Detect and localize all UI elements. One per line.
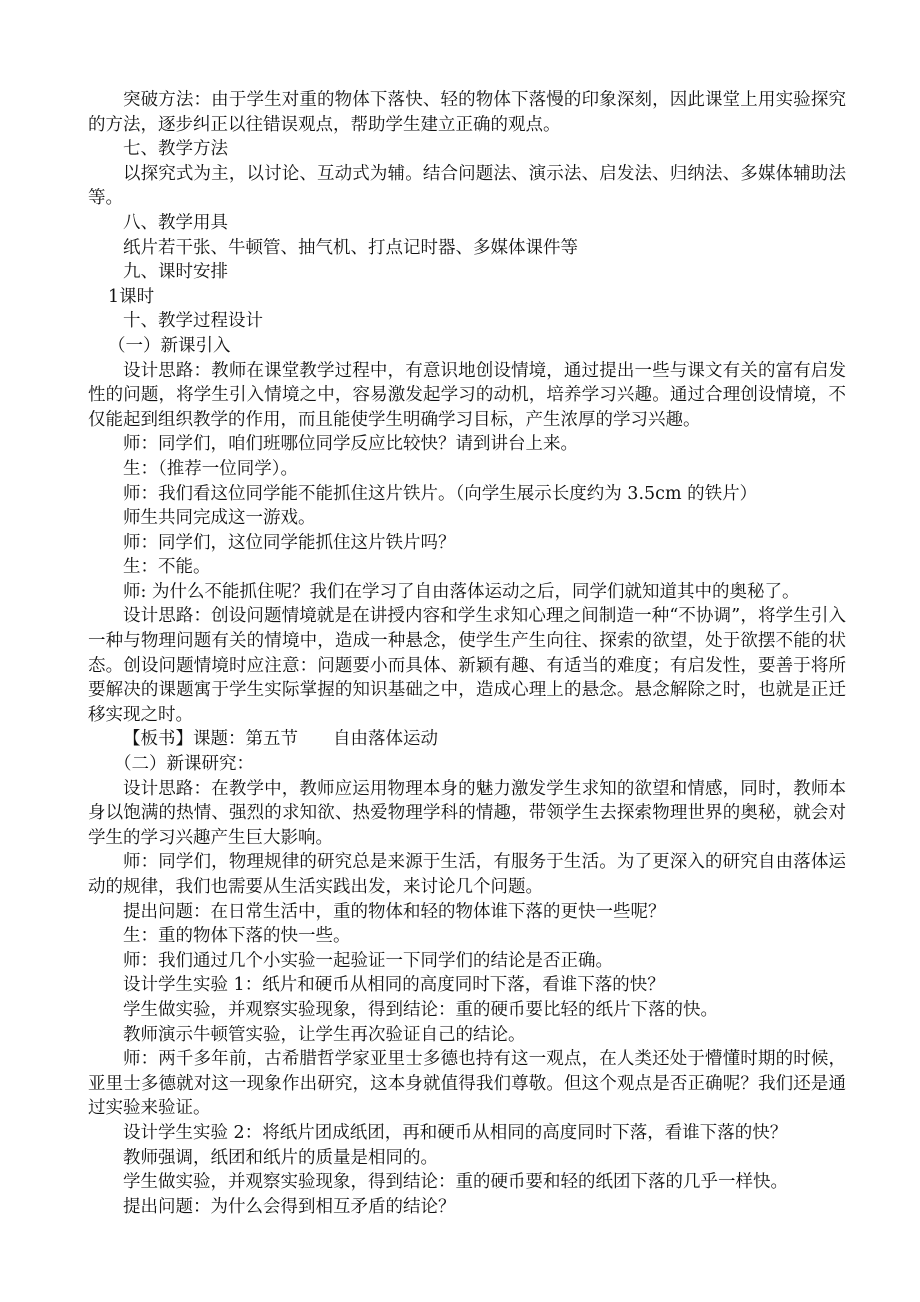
dialogue-line: 师：两千多年前，古希腊哲学家亚里士多德也持有这一观点，在人类还处于懵懂时期的时候，亚里士多德就对这一现象作出研究，这本身就值得我们尊敬。但这个观点是否正确呢？我们还是通过实验来验证。	[88, 1049, 846, 1119]
heading-teaching-tools: 八、教学用具	[123, 212, 228, 233]
dialogue-line: 师: 为什么不能抓住呢？我们在学习了自由落体运动之后，同学们就知道其中的奥秘了。	[123, 581, 800, 602]
dialogue-line: 生：重的物体下落的快一些。	[123, 926, 351, 947]
heading-process-design: 十、教学过程设计	[123, 311, 263, 332]
paragraph-teaching-method: 以探究式为主，以讨论、互动式为辅。结合问题法、演示法、启发法、归纳法、多媒体辅助法等。	[88, 163, 846, 209]
experiment-line: 设计学生实验 1：纸片和硬币从相同的高度同时下落，看谁下落的快？	[123, 975, 665, 996]
experiment-line: 设计学生实验 2：将纸片团成纸团，再和硬币从相同的高度同时下落，看谁下落的快？	[123, 1122, 788, 1143]
note-line: 教师强调，纸团和纸片的质量是相同的。	[123, 1147, 438, 1168]
dialogue-line: 生：不能。	[123, 557, 211, 578]
paragraph-teaching-tools: 纸片若干张、牛顿管、抽气机、打点记时器、多媒体课件等	[123, 237, 578, 258]
dialogue-line: 师：我们通过几个小实验一起验证一下同学们的结论是否正确。	[123, 950, 613, 971]
heading-schedule: 九、课时安排	[123, 262, 228, 283]
question-line: 提出问题：在日常生活中，重的物体和轻的物体谁下落的更快一些呢？	[123, 901, 666, 922]
paragraph-design-idea-3: 设计思路：在教学中，教师应运用物理本身的魅力激发学生求知的欲望和情感，同时，教师本身以饱满的热情、强烈的求知欲、热爱物理学科的情趣，带领学生去探索物理世界的奥秘，就会对学生的学习兴趣产生巨大影响。	[88, 778, 846, 848]
question-line: 提出问题：为什么会得到相互矛盾的结论？	[123, 1196, 456, 1217]
dialogue-line: 师：同学们，咱们班哪位同学反应比较快？请到讲台上来。	[123, 434, 578, 455]
dialogue-line: 师生共同完成这一游戏。	[123, 508, 316, 529]
experiment-result-line: 学生做实验，并观察实验现象，得到结论：重的硬币要和轻的纸团下落的几乎一样快。	[123, 1172, 788, 1193]
paragraph-breakthrough-method: 突破方法：由于学生对重的物体下落快、轻的物体下落慢的印象深刻，因此课堂上用实验探究的方法，逐步纠正以往错误观点，帮助学生建立正确的观点。	[88, 90, 846, 135]
dialogue-line: 师：同学们，物理规律的研究总是来源于生活，有服务于生活。为了更深入的研究自由落体运动的规律，我们也需要从生活实践出发，来讨论几个问题。	[88, 852, 846, 897]
paragraph-design-idea-1: 设计思路：教师在课堂教学过程中，有意识地创设情境，通过提出一些与课文有关的富有启发性的问题，将学生引入情境之中，容易激发起学习的动机，培养学习兴趣。通过合理创设情境，不仅能起到组织教学的作用，而且能使学生明确学习目标，产生浓厚的学习兴趣。	[88, 360, 846, 430]
demo-line: 教师演示牛顿管实验，让学生再次验证自己的结论。	[123, 1024, 526, 1045]
experiment-result-line: 学生做实验，并观察实验现象，得到结论：重的硬币要比轻的纸片下落的快。	[123, 999, 718, 1020]
dialogue-line: 师：同学们，这位同学能抓住这片铁片吗？	[123, 532, 456, 553]
dialogue-line: 生：（推荐一位同学）。	[123, 458, 298, 479]
paragraph-schedule: 1课时	[108, 286, 155, 307]
dialogue-line: 师：我们看这位同学能不能抓住这片铁片。（向学生展示长度约为 3.5cm 的铁片）	[123, 483, 758, 504]
paragraph-design-idea-2: 设计思路：创设问题情境就是在讲授内容和学生求知心理之间制造一种“不协调”，将学生引入一种与物理问题有关的情境中，造成一种悬念，使学生产生向往、探索的欲望，处于欲摆不能的状态。创设问题情境时应注意：问题要小而具体、新颖有趣、有适当的难度；有启发性，要善于将所要解决的课题寓于学生实际掌握的知识基础之中，造成心理上的悬念。悬念解除之时，也就是正迁移实现之时。	[88, 606, 846, 725]
document-page	[88, 88, 846, 1219]
subheading-intro: （一）新课引入	[108, 335, 231, 356]
blackboard-title: 【板书】课题：第五节 自由落体运动	[123, 729, 438, 750]
heading-teaching-method: 七、教学方法	[123, 139, 228, 160]
subheading-new-lesson: （二）新课研究：	[114, 754, 254, 775]
